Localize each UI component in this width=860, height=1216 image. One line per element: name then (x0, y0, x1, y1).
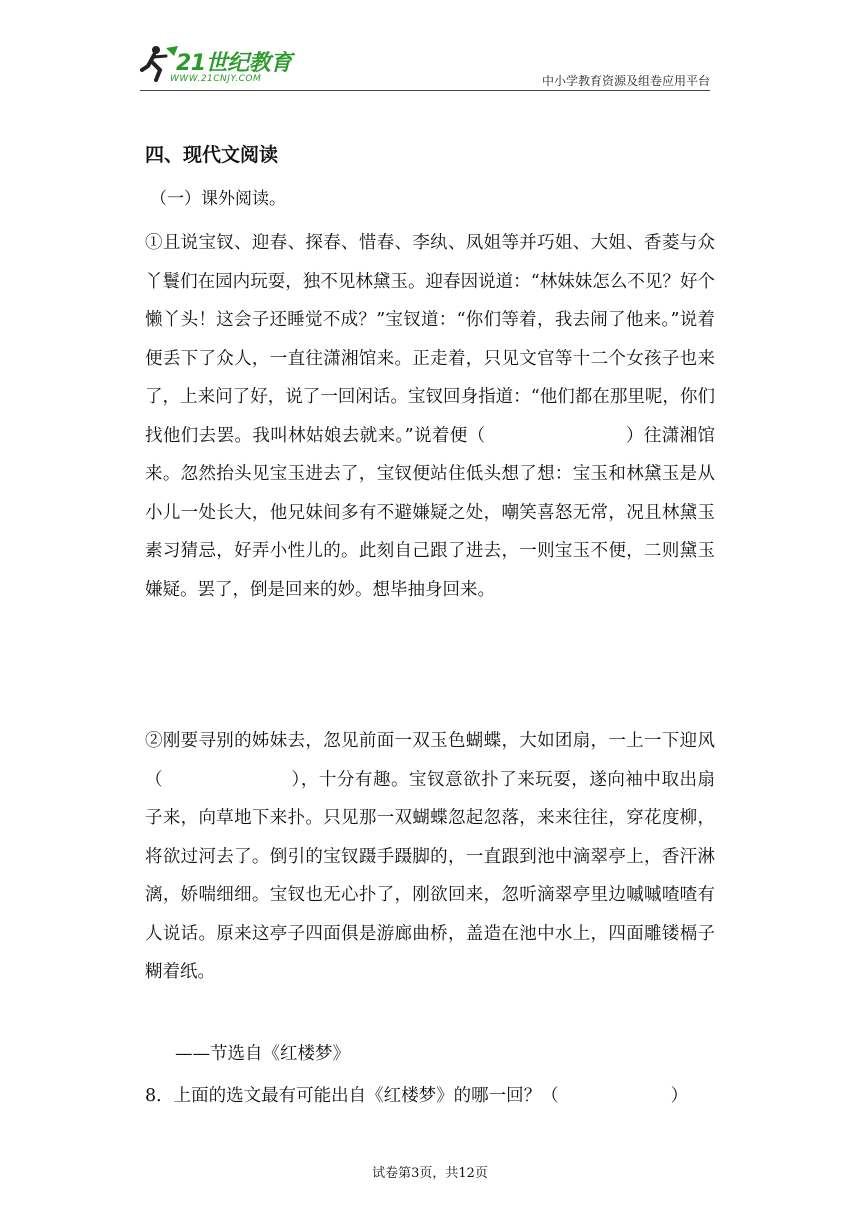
paragraph-2-text-a: ②刚要寻别的姊妹去，忽见前面一双玉色蝴蝶，大如团扇，一上一下迎风（ (145, 731, 715, 790)
question-8-close: ） (670, 1086, 689, 1106)
page-header (140, 40, 710, 92)
subtitle: （一）课外阅读。 (150, 189, 286, 209)
paragraph-1 (145, 224, 715, 609)
logo-text: 21世纪教育 (176, 51, 292, 76)
platform-name: 中小学教育资源及组卷应用平台 (541, 74, 710, 88)
logo-url: WWW.21CNJY.COM (170, 74, 262, 84)
page-footer: 试卷第3页，共12页 (372, 1166, 488, 1181)
paragraph-1-text-a: ①且说宝钗、迎春、探春、惜春、李纨、凤姐等并巧姐、大姐、香菱与众丫鬟们在园内玩耍，独不见林黛玉。迎春因说道：“林妹妹怎么不见？好个懒丫头！这会子还睡觉不成？”宝钗道：“你们等着，我去闹了他来。”说着便丢下了众人，一直往潇湘馆来。正走着，只见文官等十二个女孩子也来了，上来问了好，说了一回闲话。宝钗回身指道：“他们都在那里呢，你们找他们去罢。我叫林姑娘去就来。”说着便（ (145, 233, 715, 446)
paragraph-1-text-b: ）往潇湘馆来。忽然抬头见宝玉进去了，宝钗便站住低头想了想：宝玉和林黛玉是从小儿一处长大，他兄妹间多有不避嫌疑之处，嘲笑喜怒无常，况且林黛玉素习猜忌，好弄小性儿的。此刻自己跟了进去，一则宝玉不便，二则黛玉嫌疑。罢了，倒是回来的妙。想毕抽身回来。 (145, 425, 716, 600)
section-title: 四、现代文阅读 (145, 144, 279, 166)
header-divider (140, 90, 710, 91)
logo (140, 44, 310, 92)
paragraph-2-text-b: ），十分有趣。宝钗意欲扑了来玩耍，遂向袖中取出扇子来，向草地下来扑。只见那一双蝴蝶忽起忽落，来来往往，穿花度柳，将欲过河去了。倒引的宝钗蹑手蹑脚的，一直跟到池中滴翠亭上，香汗淋漓，娇喘细细。宝钗也无心扑了，刚欲回来，忽听滴翠亭里边嘁嘁喳喳有人说话。原来这亭子四面俱是游廊曲桥，盖造在池中水上，四面雕镂槅子糊着纸。 (145, 769, 715, 982)
question-8 (145, 1082, 715, 1107)
source-citation: ——节选自《红楼梦》 (175, 1044, 350, 1064)
paragraph-2 (145, 722, 715, 992)
question-8-text: 8．上面的选文最有可能出自《红楼梦》的哪一回？（ (145, 1086, 559, 1106)
